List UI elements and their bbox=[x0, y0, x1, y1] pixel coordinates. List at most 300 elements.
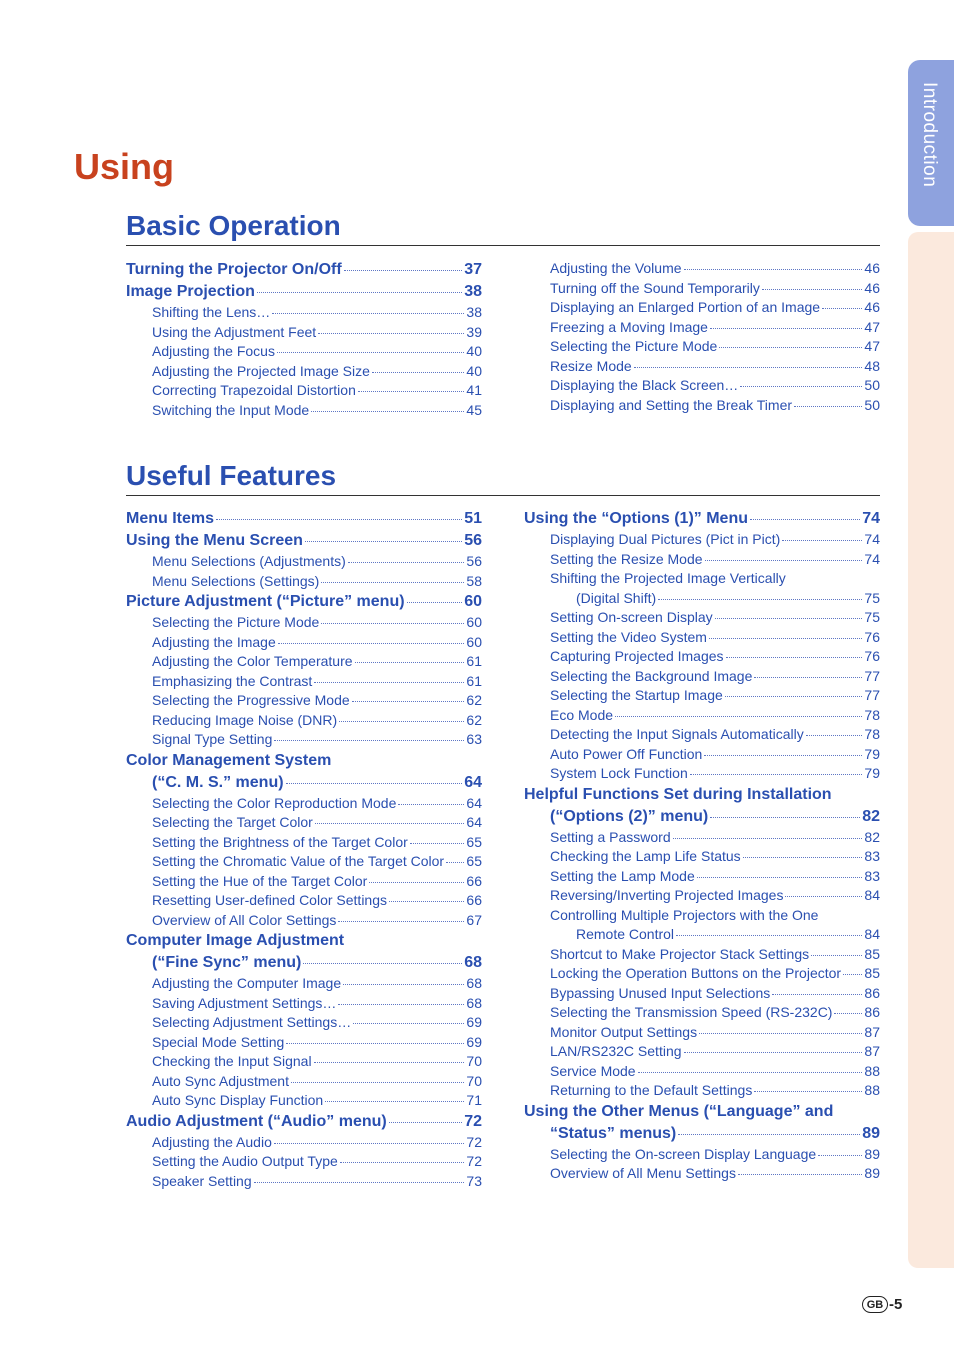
toc-page-number: 39 bbox=[466, 323, 482, 340]
toc-entry-title: Checking the Lamp Life Status bbox=[550, 848, 741, 864]
toc-entry[interactable] bbox=[126, 711, 482, 731]
toc-page-number: 38 bbox=[464, 283, 482, 300]
toc-page-number: 72 bbox=[466, 1153, 482, 1169]
toc-leader-dots bbox=[658, 599, 862, 600]
toc-entry[interactable] bbox=[126, 1133, 482, 1153]
toc-leader-dots bbox=[318, 333, 464, 334]
toc-entry-title: Adjusting the Color Temperature bbox=[152, 653, 353, 669]
toc-entry-title: Displaying and Setting the Break Timer bbox=[550, 396, 793, 413]
toc-entry[interactable] bbox=[126, 1072, 482, 1092]
toc-entry[interactable] bbox=[524, 298, 880, 318]
toc-entry[interactable] bbox=[524, 806, 880, 828]
toc-leader-dots bbox=[726, 657, 863, 658]
toc-entry[interactable] bbox=[524, 1145, 880, 1165]
toc-leader-dots bbox=[710, 328, 862, 329]
toc-leader-dots bbox=[274, 740, 464, 741]
toc-page-number: 62 bbox=[466, 711, 482, 728]
toc-entry-title: Displaying Dual Pictures (Pict in Pict) bbox=[550, 531, 781, 547]
toc-entry-title: LAN/RS232C Setting bbox=[550, 1043, 682, 1059]
toc-entry[interactable] bbox=[126, 652, 482, 672]
toc-entry[interactable] bbox=[524, 945, 880, 965]
toc-entry-title: Selecting the Target Color bbox=[152, 814, 313, 830]
toc-page-number: 60 bbox=[464, 593, 482, 610]
toc-useful-right bbox=[524, 508, 880, 1184]
toc-entry-title: Shortcut to Make Projector Stack Settings bbox=[550, 945, 810, 962]
toc-page-number: 79 bbox=[864, 765, 880, 781]
toc-entry-title: Setting the Video System bbox=[550, 628, 707, 645]
toc-page-number: 88 bbox=[864, 1082, 880, 1098]
page-number-text: -5 bbox=[889, 1296, 903, 1313]
toc-entry[interactable] bbox=[524, 867, 880, 887]
toc-leader-dots bbox=[272, 313, 464, 314]
toc-leader-dots bbox=[676, 935, 862, 936]
toc-page-number: 40 bbox=[466, 343, 482, 359]
toc-heading[interactable] bbox=[524, 906, 880, 926]
toc-entry-title: Adjusting the Volume bbox=[550, 260, 682, 276]
toc-leader-dots bbox=[286, 1043, 464, 1044]
toc-entry-title: Setting the Chromatic Value of the Target Color bbox=[152, 853, 445, 869]
toc-basic-right bbox=[524, 259, 880, 415]
toc-page-number: 83 bbox=[864, 848, 880, 864]
toc-entry-title: Menu Items bbox=[126, 510, 215, 527]
toc-entry-title: Adjusting the Image bbox=[152, 633, 276, 650]
toc-entry-title: Shifting the Projected Image Vertically bbox=[550, 570, 786, 586]
toc-entry-title: Adjusting the Projected Image Size bbox=[152, 362, 370, 379]
toc-leader-dots bbox=[389, 1122, 462, 1123]
toc-entry[interactable] bbox=[524, 667, 880, 687]
toc-entry[interactable] bbox=[126, 772, 482, 794]
toc-leader-dots bbox=[339, 721, 464, 722]
toc-entry-title: Saving Adjustment Settings… bbox=[152, 994, 337, 1011]
toc-entry[interactable] bbox=[524, 847, 880, 867]
toc-useful-left bbox=[126, 508, 482, 1191]
toc-entry-title: Auto Sync Adjustment bbox=[152, 1072, 289, 1089]
toc-entry[interactable] bbox=[524, 259, 880, 279]
toc-entry[interactable] bbox=[126, 1091, 482, 1111]
toc-entry[interactable] bbox=[524, 828, 880, 848]
toc-entry[interactable] bbox=[524, 1003, 880, 1023]
toc-entry-title: Computer Image Adjustment bbox=[126, 932, 345, 949]
toc-entry[interactable] bbox=[126, 813, 482, 833]
toc-leader-dots bbox=[353, 1023, 464, 1024]
toc-entry[interactable] bbox=[524, 1123, 880, 1145]
toc-entry[interactable] bbox=[126, 342, 482, 362]
toc-leader-dots bbox=[325, 1101, 464, 1102]
toc-entry[interactable] bbox=[524, 647, 880, 667]
toc-page-number: 68 bbox=[464, 954, 482, 971]
toc-leader-dots bbox=[638, 1072, 863, 1073]
toc-leader-dots bbox=[684, 269, 863, 270]
toc-leader-dots bbox=[678, 1134, 860, 1135]
toc-leader-dots bbox=[321, 582, 464, 583]
toc-entry-title: Special Mode Setting bbox=[152, 1033, 285, 1050]
toc-entry[interactable] bbox=[126, 691, 482, 711]
toc-entry[interactable] bbox=[126, 633, 482, 653]
toc-leader-dots bbox=[352, 701, 465, 702]
toc-entry[interactable] bbox=[524, 1062, 880, 1082]
toc-page-number: 68 bbox=[466, 994, 482, 1011]
toc-page-number: 77 bbox=[864, 687, 880, 703]
toc-leader-dots bbox=[822, 308, 862, 309]
toc-page-number: 46 bbox=[864, 299, 880, 315]
toc-leader-dots bbox=[274, 1143, 465, 1144]
toc-page-number: 74 bbox=[864, 531, 880, 547]
toc-leader-dots bbox=[615, 716, 862, 717]
toc-page-number: 65 bbox=[466, 853, 482, 869]
toc-page-number: 74 bbox=[862, 510, 880, 527]
toc-basic-left bbox=[126, 259, 482, 420]
toc-entry-title: Service Mode bbox=[550, 1062, 636, 1079]
toc-page-number: 64 bbox=[464, 773, 482, 791]
toc-leader-dots bbox=[738, 1174, 862, 1175]
toc-leader-dots bbox=[338, 1004, 464, 1005]
toc-leader-dots bbox=[291, 1082, 464, 1083]
toc-entry[interactable] bbox=[524, 1042, 880, 1062]
toc-leader-dots bbox=[754, 677, 862, 678]
toc-entry-title: System Lock Function bbox=[550, 765, 688, 781]
toc-leader-dots bbox=[303, 963, 462, 964]
toc-entry-title: (“Fine Sync” menu) bbox=[152, 954, 302, 971]
toc-entry[interactable] bbox=[126, 952, 482, 974]
toc-page-number: 75 bbox=[864, 609, 880, 625]
toc-entry-title: Menu Selections (Adjustments) bbox=[152, 553, 346, 569]
toc-entry-title: Remote Control bbox=[576, 926, 675, 942]
toc-entry[interactable] bbox=[126, 672, 482, 692]
toc-entry-title: Selecting Adjustment Settings… bbox=[152, 1014, 352, 1030]
toc-entry-title: Freezing a Moving Image bbox=[550, 318, 708, 335]
toc-entry[interactable] bbox=[126, 891, 482, 911]
toc-leader-dots bbox=[762, 289, 863, 290]
toc-entry-title: Shifting the Lens… bbox=[152, 304, 271, 320]
toc-entry[interactable] bbox=[524, 337, 880, 357]
section-title-basic: Basic Operation bbox=[126, 210, 341, 241]
toc-page-number: 86 bbox=[864, 1004, 880, 1020]
toc-page-number: 69 bbox=[466, 1033, 482, 1050]
toc-entry[interactable] bbox=[524, 964, 880, 984]
toc-entry[interactable] bbox=[524, 925, 880, 945]
toc-entry[interactable] bbox=[524, 530, 880, 550]
toc-page-number: 60 bbox=[466, 633, 482, 650]
toc-page-number: 82 bbox=[864, 828, 880, 845]
toc-entry[interactable] bbox=[524, 745, 880, 765]
toc-entry-title: Selecting the Color Reproduction Mode bbox=[152, 794, 397, 811]
toc-entry-title: Resize Mode bbox=[550, 357, 632, 374]
toc-entry-title: Adjusting the Computer Image bbox=[152, 975, 342, 991]
toc-leader-dots bbox=[305, 541, 462, 542]
toc-page-number: 50 bbox=[864, 377, 880, 393]
toc-page-number: 38 bbox=[466, 304, 482, 320]
toc-entry-title: Auto Power Off Function bbox=[550, 745, 703, 762]
toc-page-number: 66 bbox=[466, 872, 482, 889]
toc-entry-title: Using the Menu Screen bbox=[126, 532, 303, 549]
toc-entry-title: Setting a Password bbox=[550, 828, 671, 845]
toc-leader-dots bbox=[705, 560, 863, 561]
toc-leader-dots bbox=[398, 804, 464, 805]
toc-entry[interactable] bbox=[126, 1111, 482, 1133]
toc-entry-title: “Status” menus) bbox=[550, 1124, 677, 1142]
toc-leader-dots bbox=[704, 755, 862, 756]
toc-page-number: 79 bbox=[864, 745, 880, 762]
toc-page-number: 48 bbox=[864, 357, 880, 374]
toc-entry[interactable] bbox=[524, 706, 880, 726]
toc-page-number: 45 bbox=[466, 401, 482, 418]
toc-leader-dots bbox=[743, 857, 863, 858]
toc-leader-dots bbox=[348, 562, 465, 563]
toc-entry-title: Controlling Multiple Projectors with the One bbox=[550, 906, 819, 923]
toc-entry-title: Displaying the Black Screen… bbox=[550, 377, 739, 393]
toc-page-number: 70 bbox=[466, 1053, 482, 1069]
toc-leader-dots bbox=[407, 602, 463, 603]
toc-page-number: 87 bbox=[864, 1023, 880, 1040]
toc-entry[interactable] bbox=[524, 589, 880, 609]
toc-page-number: 60 bbox=[466, 614, 482, 630]
toc-entry[interactable] bbox=[126, 591, 482, 613]
section-rule-useful bbox=[126, 495, 880, 496]
toc-page-number: 46 bbox=[864, 279, 880, 296]
toc-entry-title: Capturing Projected Images bbox=[550, 648, 724, 664]
toc-entry-title: Picture Adjustment (“Picture” menu) bbox=[126, 593, 405, 610]
toc-page-number: 88 bbox=[864, 1062, 880, 1079]
toc-entry-title: Color Management System bbox=[126, 751, 332, 769]
toc-leader-dots bbox=[719, 347, 862, 348]
toc-entry-title: Selecting the Progressive Mode bbox=[152, 692, 350, 708]
toc-entry-title: Selecting the Picture Mode bbox=[550, 338, 718, 354]
toc-entry-title: Returning to the Default Settings bbox=[550, 1082, 753, 1098]
toc-entry[interactable] bbox=[524, 725, 880, 745]
toc-entry-title: Using the “Options (1)” Menu bbox=[524, 510, 748, 527]
toc-page-number: 62 bbox=[466, 692, 482, 708]
toc-entry[interactable] bbox=[126, 303, 482, 323]
toc-entry-title: Signal Type Setting bbox=[152, 731, 273, 747]
toc-leader-dots bbox=[369, 882, 464, 883]
toc-entry[interactable] bbox=[126, 281, 482, 303]
toc-page-number: 72 bbox=[466, 1133, 482, 1150]
toc-page-number: 74 bbox=[864, 550, 880, 567]
toc-leader-dots bbox=[794, 406, 862, 407]
toc-entry-title: Setting the Resize Mode bbox=[550, 550, 703, 567]
toc-page-number: 46 bbox=[864, 260, 880, 276]
toc-leader-dots bbox=[216, 519, 462, 520]
toc-leader-dots bbox=[725, 696, 863, 697]
toc-leader-dots bbox=[321, 623, 464, 624]
toc-entry[interactable] bbox=[524, 279, 880, 299]
toc-entry-title: Reducing Image Noise (DNR) bbox=[152, 711, 338, 728]
toc-entry-title: Turning off the Sound Temporarily bbox=[550, 279, 760, 296]
toc-entry[interactable] bbox=[524, 318, 880, 338]
toc-leader-dots bbox=[278, 643, 465, 644]
toc-leader-dots bbox=[782, 540, 862, 541]
toc-entry-title: Adjusting the Audio bbox=[152, 1133, 272, 1150]
toc-entry-title: Menu Selections (Settings) bbox=[152, 572, 320, 589]
toc-entry[interactable] bbox=[126, 401, 482, 421]
toc-entry[interactable] bbox=[126, 852, 482, 872]
toc-leader-dots bbox=[446, 862, 464, 863]
toc-leader-dots bbox=[286, 783, 463, 784]
toc-entry[interactable] bbox=[524, 628, 880, 648]
toc-page-number: 85 bbox=[864, 945, 880, 962]
toc-entry[interactable] bbox=[126, 552, 482, 572]
toc-heading[interactable] bbox=[524, 784, 880, 806]
toc-entry[interactable] bbox=[126, 613, 482, 633]
toc-entry[interactable] bbox=[126, 911, 482, 931]
section-title-useful: Useful Features bbox=[126, 460, 337, 491]
toc-page-number: 78 bbox=[864, 726, 880, 742]
toc-entry[interactable] bbox=[126, 1152, 482, 1172]
toc-entry-title: Switching the Input Mode bbox=[152, 401, 310, 418]
toc-entry-title: Adjusting the Focus bbox=[152, 343, 275, 359]
toc-entry[interactable] bbox=[524, 1023, 880, 1043]
toc-page-number: 69 bbox=[466, 1014, 482, 1030]
toc-page-number: 51 bbox=[464, 510, 482, 527]
toc-leader-dots bbox=[277, 352, 464, 353]
toc-page-number: 41 bbox=[466, 382, 482, 398]
toc-entry-title: Speaker Setting bbox=[152, 1172, 252, 1189]
toc-entry-title: Selecting the Startup Image bbox=[550, 687, 723, 703]
toc-page-number: 84 bbox=[864, 887, 880, 903]
toc-entry-title: Selecting the Picture Mode bbox=[152, 614, 320, 630]
toc-entry-title: Audio Adjustment (“Audio” menu) bbox=[126, 1112, 387, 1130]
toc-entry-title: Displaying an Enlarged Portion of an Image bbox=[550, 299, 821, 315]
toc-heading[interactable] bbox=[524, 1101, 880, 1123]
toc-page-number: 71 bbox=[466, 1092, 482, 1108]
toc-leader-dots bbox=[684, 1052, 863, 1053]
toc-leader-dots bbox=[710, 817, 860, 818]
toc-leader-dots bbox=[389, 901, 464, 902]
toc-heading[interactable] bbox=[524, 569, 880, 589]
toc-entry-title: Locking the Operation Buttons on the Projector bbox=[550, 965, 842, 981]
toc-page-number: 64 bbox=[466, 794, 482, 811]
toc-page-number: 89 bbox=[864, 1145, 880, 1162]
toc-leader-dots bbox=[634, 367, 863, 368]
toc-page-number: 83 bbox=[864, 867, 880, 884]
toc-leader-dots bbox=[699, 1033, 862, 1034]
toc-leader-dots bbox=[740, 386, 862, 387]
toc-entry[interactable] bbox=[524, 376, 880, 396]
toc-page-number: 89 bbox=[862, 1124, 880, 1142]
toc-entry[interactable] bbox=[524, 1081, 880, 1101]
toc-page-number: 64 bbox=[466, 814, 482, 830]
toc-leader-dots bbox=[410, 843, 465, 844]
toc-leader-dots bbox=[750, 519, 860, 520]
toc-page-number: 86 bbox=[864, 984, 880, 1001]
toc-entry[interactable] bbox=[524, 508, 880, 530]
toc-page-number: 85 bbox=[864, 965, 880, 981]
toc-entry-title: Resetting User-defined Color Settings bbox=[152, 892, 388, 908]
toc-entry-title: Setting the Lamp Mode bbox=[550, 867, 695, 884]
toc-entry-title: Correcting Trapezoidal Distortion bbox=[152, 382, 356, 398]
toc-entry-title: Setting the Hue of the Target Color bbox=[152, 872, 368, 889]
toc-leader-dots bbox=[754, 1091, 862, 1092]
toc-entry[interactable] bbox=[524, 984, 880, 1004]
toc-page-number: 77 bbox=[864, 667, 880, 684]
toc-entry[interactable] bbox=[126, 1013, 482, 1033]
side-tab-label: Introduction bbox=[919, 82, 940, 188]
toc-entry[interactable] bbox=[126, 1052, 482, 1072]
toc-leader-dots bbox=[690, 774, 863, 775]
toc-page-number: 82 bbox=[862, 807, 880, 825]
toc-entry[interactable] bbox=[126, 994, 482, 1014]
toc-entry[interactable] bbox=[126, 1033, 482, 1053]
toc-entry-title: (“Options (2)” menu) bbox=[550, 807, 709, 825]
toc-entry[interactable] bbox=[126, 794, 482, 814]
page-number bbox=[862, 1296, 902, 1313]
toc-entry[interactable] bbox=[126, 530, 482, 552]
toc-entry[interactable] bbox=[524, 550, 880, 570]
toc-heading[interactable] bbox=[126, 750, 482, 772]
toc-page-number: 72 bbox=[464, 1112, 482, 1130]
section-rule-basic bbox=[126, 245, 880, 246]
toc-leader-dots bbox=[311, 411, 464, 412]
toc-leader-dots bbox=[697, 877, 863, 878]
toc-page-number: 66 bbox=[466, 892, 482, 908]
toc-entry[interactable] bbox=[126, 833, 482, 853]
toc-leader-dots bbox=[673, 838, 863, 839]
toc-entry-title: Using the Other Menus (“Language” and bbox=[524, 1102, 834, 1120]
toc-entry[interactable] bbox=[126, 872, 482, 892]
toc-entry-title: Setting the Brightness of the Target Color bbox=[152, 833, 408, 850]
page-title: Using bbox=[74, 146, 175, 187]
toc-entry-title: Overview of All Color Settings bbox=[152, 911, 337, 928]
toc-page-number: 50 bbox=[864, 396, 880, 413]
toc-page-number: 37 bbox=[464, 261, 482, 278]
toc-page-number: 76 bbox=[864, 648, 880, 664]
toc-entry[interactable] bbox=[126, 1172, 482, 1192]
toc-entry-title: Setting On-screen Display bbox=[550, 609, 713, 625]
toc-entry-title: Checking the Input Signal bbox=[152, 1053, 312, 1069]
toc-page-number: 76 bbox=[864, 628, 880, 645]
toc-entry[interactable] bbox=[126, 381, 482, 401]
toc-entry[interactable] bbox=[524, 686, 880, 706]
toc-leader-dots bbox=[843, 974, 862, 975]
toc-leader-dots bbox=[340, 1162, 465, 1163]
toc-entry-title: Helpful Functions Set during Installation bbox=[524, 785, 832, 803]
toc-entry[interactable] bbox=[524, 1164, 880, 1184]
side-strip bbox=[908, 232, 954, 1268]
toc-page-number: 56 bbox=[466, 553, 482, 569]
toc-entry[interactable] bbox=[126, 730, 482, 750]
toc-page-number: 68 bbox=[466, 975, 482, 991]
toc-leader-dots bbox=[818, 1155, 862, 1156]
toc-entry-title: (Digital Shift) bbox=[576, 589, 657, 606]
toc-entry[interactable] bbox=[524, 764, 880, 784]
toc-leader-dots bbox=[372, 372, 465, 373]
toc-entry[interactable] bbox=[126, 572, 482, 592]
toc-entry[interactable] bbox=[126, 508, 482, 530]
toc-entry[interactable] bbox=[126, 259, 482, 281]
toc-entry[interactable] bbox=[524, 886, 880, 906]
toc-page-number: 73 bbox=[466, 1172, 482, 1189]
toc-page-number: 67 bbox=[466, 911, 482, 928]
toc-entry[interactable] bbox=[126, 974, 482, 994]
toc-page-number: 47 bbox=[864, 318, 880, 335]
toc-entry-title: Monitor Output Settings bbox=[550, 1023, 698, 1040]
toc-leader-dots bbox=[314, 1062, 465, 1063]
toc-leader-dots bbox=[772, 994, 862, 995]
toc-entry[interactable] bbox=[524, 396, 880, 416]
toc-entry-title: Reversing/Inverting Projected Images bbox=[550, 887, 784, 903]
toc-entry[interactable] bbox=[524, 608, 880, 628]
toc-entry[interactable] bbox=[524, 357, 880, 377]
toc-page-number: 75 bbox=[864, 589, 880, 606]
toc-page-number: 56 bbox=[464, 532, 482, 549]
toc-entry[interactable] bbox=[126, 323, 482, 343]
toc-entry[interactable] bbox=[126, 362, 482, 382]
toc-page-number: 84 bbox=[864, 926, 880, 942]
toc-heading[interactable] bbox=[126, 930, 482, 952]
toc-entry-title: Selecting the Background Image bbox=[550, 667, 753, 684]
toc-page-number: 61 bbox=[466, 672, 482, 689]
toc-entry-title: Selecting the Transmission Speed (RS-232C) bbox=[550, 1004, 833, 1020]
